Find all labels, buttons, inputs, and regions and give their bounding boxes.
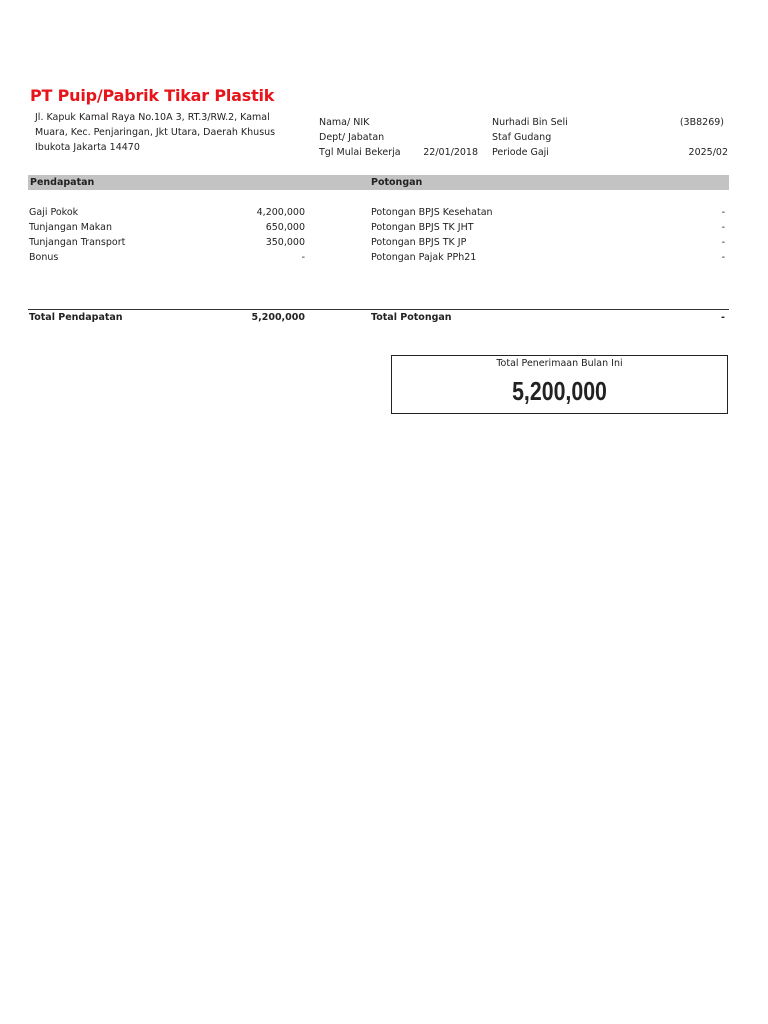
- net-pay-value: 5,200,000: [512, 376, 607, 406]
- start-date-value: 22/01/2018: [423, 147, 478, 158]
- section-header-bar: [28, 175, 729, 190]
- employee-position: Staf Gudang: [492, 132, 552, 143]
- total-deduction-label: Total Potongan: [371, 312, 452, 323]
- net-pay-label: Total Penerimaan Bulan Ini: [496, 358, 623, 369]
- income-item-label: Tunjangan Makan: [29, 222, 112, 233]
- name-nik-label: Nama/ NIK: [319, 117, 370, 128]
- deduction-item-value: -: [721, 207, 725, 218]
- deduction-item-value: -: [721, 237, 725, 248]
- income-item-label: Gaji Pokok: [29, 207, 79, 218]
- employee-name: Nurhadi Bin Seli: [492, 117, 568, 128]
- net-pay-box: [391, 355, 728, 414]
- dept-position-label: Dept/ Jabatan: [319, 132, 385, 143]
- pay-period-label: Periode Gaji: [492, 147, 549, 158]
- pay-period-value: 2025/02: [688, 147, 728, 158]
- deduction-item-label: Potongan BPJS Kesehatan: [371, 207, 493, 218]
- company-address: Jl. Kapuk Kamal Raya No.10A 3, RT.3/RW.2, Kamal Muara, Kec. Penjaringan, Jkt Utara, Daerah Khusus Ibukota Jakarta 14470: [35, 112, 276, 153]
- deduction-item-value: -: [721, 222, 725, 233]
- deduction-item-label: Potongan Pajak PPh21: [371, 252, 477, 263]
- start-date-label: Tgl Mulai Bekerja: [319, 147, 401, 158]
- deduction-item-label: Potongan BPJS TK JP: [371, 237, 467, 248]
- income-item-value: -: [301, 252, 305, 263]
- income-header: Pendapatan: [30, 177, 95, 188]
- deduction-header: Potongan: [371, 177, 423, 188]
- total-deduction-value: -: [721, 312, 725, 323]
- employee-nik: (3B8269): [679, 117, 724, 128]
- income-item-value: 350,000: [265, 237, 305, 248]
- income-item-label: Bonus: [29, 252, 59, 263]
- income-item-label: Tunjangan Transport: [29, 237, 126, 248]
- deduction-item-label: Potongan BPJS TK JHT: [371, 222, 474, 233]
- company-name: PT Puip/Pabrik Tikar Plastik: [30, 86, 275, 105]
- deduction-item-value: -: [721, 252, 725, 263]
- income-item-value: 4,200,000: [256, 207, 305, 218]
- income-item-value: 650,000: [265, 222, 305, 233]
- total-income-label: Total Pendapatan: [29, 312, 123, 323]
- total-income-value: 5,200,000: [251, 312, 305, 323]
